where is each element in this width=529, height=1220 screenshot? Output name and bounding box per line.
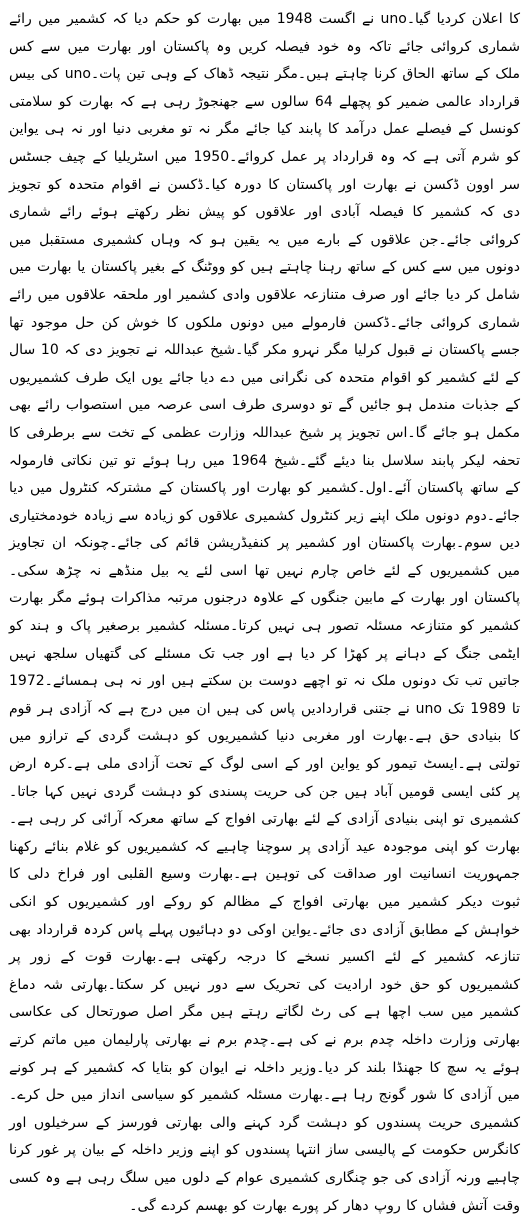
article-body: کا اعلان کردیا گیا۔uno نے اگست 1948 میں بھارت کو حکم دیا کہ کشمیر میں رائے شماری کروائی جائے تاکہ وہ خود فیصلہ کریں وہ پاکستان اور بھارت میں سے کس ملک کے ساتھ الحاق کرنا چاہتے ہیں۔مگر نتیجہ ڈھاک کے وہی تین پات۔uno کی بیس قرارداد عالمی ضمیر کو پچھلے 64 سالوں سے جھنجوڑ رہی ہے کہ بھارت کو سلامتی کونسل کے فیصلے عمل درآمد کا پابند کیا جائے مگر نہ تو مغربی دنیا اور نہ ہی یواین کو شرم آتی ہے کہ وہ قرارداد پر عمل کروائے۔1950 میں اسٹریلیا کے چیف جسٹس سر اوون ڈکسن نے بھارت اور پاکستان کا دورہ کیا۔ڈکسن نے اقوام متحدہ کو تجویز دی کہ کشمیر کا فیصلہ آبادی اور علاقوں کو پیش نظر رکھتے ہوئے رائے شماری کروائی جائے۔جن علاقوں کے بارے میں یہ یقین ہو کہ وہاں کشمیری مستقبل میں دونوں میں سے کس کے ساتھ رہنا چاہتے ہیں کو ووٹنگ کے بغیر پاکستان یا بھارت میں شامل کر دیا جائے اور صرف متنازعہ علاقوں وادی کشمیر اور ملحقہ علاقوں میں رائے شماری کروائی جائے۔ڈکسن فارمولے میں دونوں ملکوں کا خوش کن حل موجود تھا جسے پاکستان نے قبول کرلیا مگر نہرو مکر گیا۔شیخ عبداللہ نے تجویز دی کہ 10 سال کے لئے کشمیر کو اقوام متحدہ کی نگرانی میں دے دیا جائے یوں ایک طرف کشمیریوں کے جذبات مندمل ہو جائیں گے تو دوسری طرف اسی عرصہ میں استصواب رائے بھی مکمل ہو جائے گا۔اس تجویز پر شیخ عبداللہ وزارت عظمی کے تخت سے برطرفی کا تحفہ لیکر پابند سلاسل بنا دیئے گئے۔شیخ 1964 میں رہا ہوئے تو تین نکاتی فارمولہ کے ساتھ پاکستان آئے۔اول۔کشمیر کو بھارت اور پاکستان کے مشترکہ کنٹرول میں دیا جائے۔دوم دونوں ملک اپنے زیر کنٹرول کشمیری علاقوں کو زیادہ سے زیادہ خودمختیاری دیں سوم۔بھارت پاکستان اور کشمیر پر کنفیڈریشن قائم کی جائے۔چونکہ ان تجاویز میں کشمیریوں کے لئے خاص چارم نہیں تھا اسی لئے یہ بیل منڈھے نہ چڑھ سکی۔پاکستان اور بھارت کے مابین جنگوں کے علاوہ درجنوں مرتبہ مذاکرات ہوئے مگر بھارت کشمیر کو متنازعہ مسئلہ تصور ہی نہیں کرتا۔مسئلہ کشمیر برصغیر پاک و ہند کو ایٹمی جنگ کے دہانے پر کھڑا کر دیا ہے اور جب تک مسئلے کی گتھیاں سلجھ نہیں جاتیں تب تک دونوں ملک نہ تو اچھے دوست بن سکتے ہیں اور نہ ہی ہمسائے۔1972 تا 1989 تک uno نے جتنی قراردادیں پاس کی ہیں ان میں درج ہے کہ آزادی ہر قوم کا بنیادی حق ہے۔بھارت اور مغربی دنیا کشمیریوں کو دہشت گردی کے ترازو میں تولتی ہے۔ایسٹ تیمور کو یواین اور کے اسی لوگ کے تحت آزادی ملی ہے۔کرہ ارض پر کئی ایسی قومیں آباد ہیں جن کی حریت پسندی کو دہشت گردی نہیں کہا جاتا۔کشمیری تو اپنی بنیادی آزادی کے لئے بھارتی افواج کے ساتھ معرکہ آرائی کر رہی ہے۔بھارت کو اپنی موجودہ عید آزادی پر سوچنا چاہیے کہ کشمیریوں کو غلام بنائے رکھنا جمہوریت انسانیت اور صداقت کی توہین ہے۔بھارت وسیع القلبی اور فراخ دلی کا ثبوت دیکر کشمیر میں بھارتی افواج کے مظالم کو روکے اور کشمیریوں کو انکی خواہش کے مطابق آزادی دی جائے۔یواین اوکی دو دہائیوں پہلے پاس کردہ قرارداد بھی تنازعہ کشمیر کے لئے اکسیر نسخے کا درجہ رکھتی ہے۔بھارت قوت کے زور پر کشمیریوں کو حق خود ارادیت کی تحریک سے دور نہیں کر سکتا۔بھارتی شہ دماغ کشمیر میں سب اچھا ہے کی رٹ لگاتے رہتے ہیں مگر اصل صورتحال کی عکاسی بھارتی وزارت داخلہ چدم برم نے کی ہے۔چدم برم نے بھارتی پارلیمان میں ماتم کرتے ہوئے یہ سچ کا جھنڈا بلند کر دیا۔وزیر داخلہ نے ایوان کو بتایا کہ کشمیر کے ہر کونے میں آزادی کا شور گونج رہا ہے۔بھارت مسئلہ کشمیر کو سیاسی انداز میں حل کرے۔کشمیری حریت پسندوں کو دہشت گرد کہنے والی بھارتی فورسز کے سرخیلوں اور کانگرس حکومت کے پالیسی ساز انتہا پسندوں کو اپنے وزیر داخلہ کے بیان پر غور کرنا چاہیے ورنہ آزادی کی جو چنگاری کشمیری عوام کے دلوں میں سلگ رہی ہے وہ کسی وقت آتش فشاں کا روپ دھار کر پورے بھارت کو بھسم کردے گی۔ bbox=[9, 11, 520, 1214]
